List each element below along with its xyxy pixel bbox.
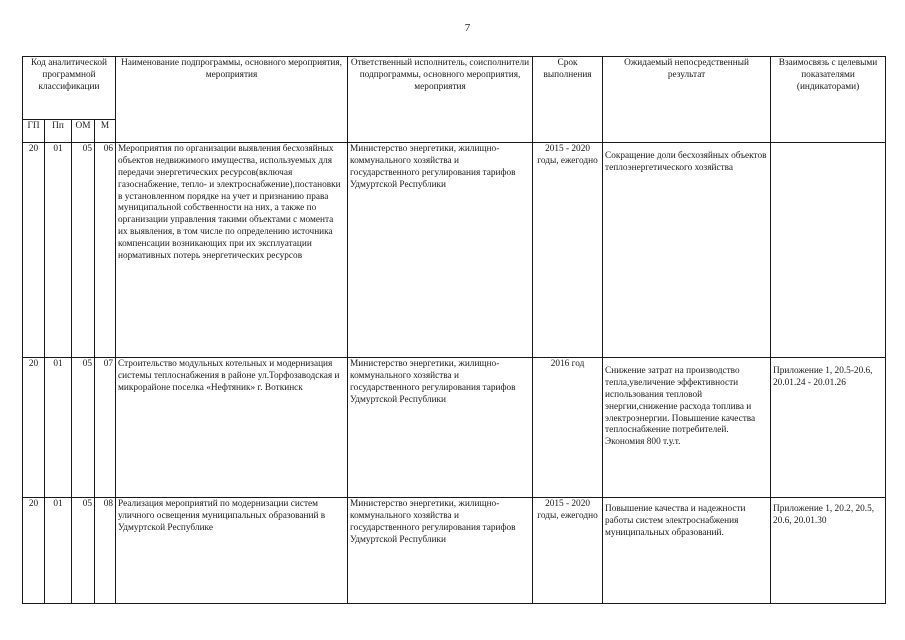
cell-term: 2015 - 2020 годы, ежегодно: [533, 143, 603, 358]
header-om: ОМ: [72, 120, 95, 143]
header-relation: Взаимосвязь с целевыми показателями (индикаторами): [771, 57, 886, 143]
cell-pp: 01: [45, 498, 72, 604]
program-table: [22, 56, 886, 604]
cell-pp: 01: [45, 358, 72, 498]
header-m: М: [95, 120, 116, 143]
cell-result: Снижение затрат на производство тепла,увеличение эффективности использования тепловой энергии,снижение расхода топлива и электроэнергии. Повышение качества теплоснабжение потребителей. Экономия 800 т.у.т.: [603, 358, 771, 498]
cell-m: 08: [95, 498, 116, 604]
cell-relation: Приложение 1, 20.2, 20.5, 20.6, 20.01.30: [771, 498, 886, 604]
cell-result: Сокращение доли бесхозяйных объектов теплоэнергетического хозяйства: [603, 143, 771, 358]
cell-result: Повышение качества и надежности работы систем электроснабжения муниципальных образований.: [603, 498, 771, 604]
cell-m: 06: [95, 143, 116, 358]
cell-name: Строительство модульных котельных и модернизация системы теплоснабжения в районе ул.Торфозаводская и микрорайоне поселка «Нефтяник» г. Воткинск: [116, 358, 348, 498]
header-name: Наименование подпрограммы, основного мероприятия, мероприятия: [116, 57, 348, 143]
table-row: [23, 143, 886, 358]
cell-responsible: Министерство энергетики, жилищно-коммунального хозяйства и государственного регулирования тарифов Удмуртской Республики: [348, 143, 533, 358]
table-row: [23, 498, 886, 604]
cell-m: 07: [95, 358, 116, 498]
cell-relation: Приложение 1, 20.5-20.6, 20.01.24 - 20.01.26: [771, 358, 886, 498]
cell-name: Мероприятия по организации выявления бесхозяйных объектов недвижимого имущества, используемых для передачи энергетических ресурсов(включая газоснабжение, тепло- и электроснабжение),постановки в установленном порядке на учет и признанию права муниципальной собственности на них, а также по организации управления такими объектами с момента их выявления, в том числе по определению источника компенсации возникающих при их эксплуатации нормативных потерь энергетических ресурсов: [116, 143, 348, 358]
cell-term: 2016 год: [533, 358, 603, 498]
cell-relation: [771, 143, 886, 358]
cell-om: 05: [72, 498, 95, 604]
header-responsible: Ответственный исполнитель, соисполнители подпрограммы, основного мероприятия, мероприятия: [348, 57, 533, 143]
header-term: Срок выполнения: [533, 57, 603, 143]
cell-pp: 01: [45, 143, 72, 358]
cell-responsible: Министерство энергетики, жилищно-коммунального хозяйства и государственного регулирования тарифов Удмуртской Республики: [348, 358, 533, 498]
header-pp: Пп: [45, 120, 72, 143]
header-result: Ожидаемый непосредственный результат: [603, 57, 771, 143]
cell-gp: 20: [23, 143, 45, 358]
page-number: 7: [464, 22, 471, 34]
cell-om: 05: [72, 143, 95, 358]
cell-gp: 20: [23, 498, 45, 604]
cell-term: 2015 - 2020 годы, ежегодно: [533, 498, 603, 604]
header-gp: ГП: [23, 120, 45, 143]
table-row: [23, 358, 886, 498]
header-code-group: Код аналитической программной классификации: [23, 57, 116, 120]
cell-om: 05: [72, 358, 95, 498]
cell-responsible: Министерство энергетики, жилищно-коммунального хозяйства и государственного регулирования тарифов Удмуртской Республики: [348, 498, 533, 604]
cell-gp: 20: [23, 358, 45, 498]
cell-name: Реализация мероприятий по модернизации систем уличного освещения муниципальных образований в Удмуртской Республике: [116, 498, 348, 604]
